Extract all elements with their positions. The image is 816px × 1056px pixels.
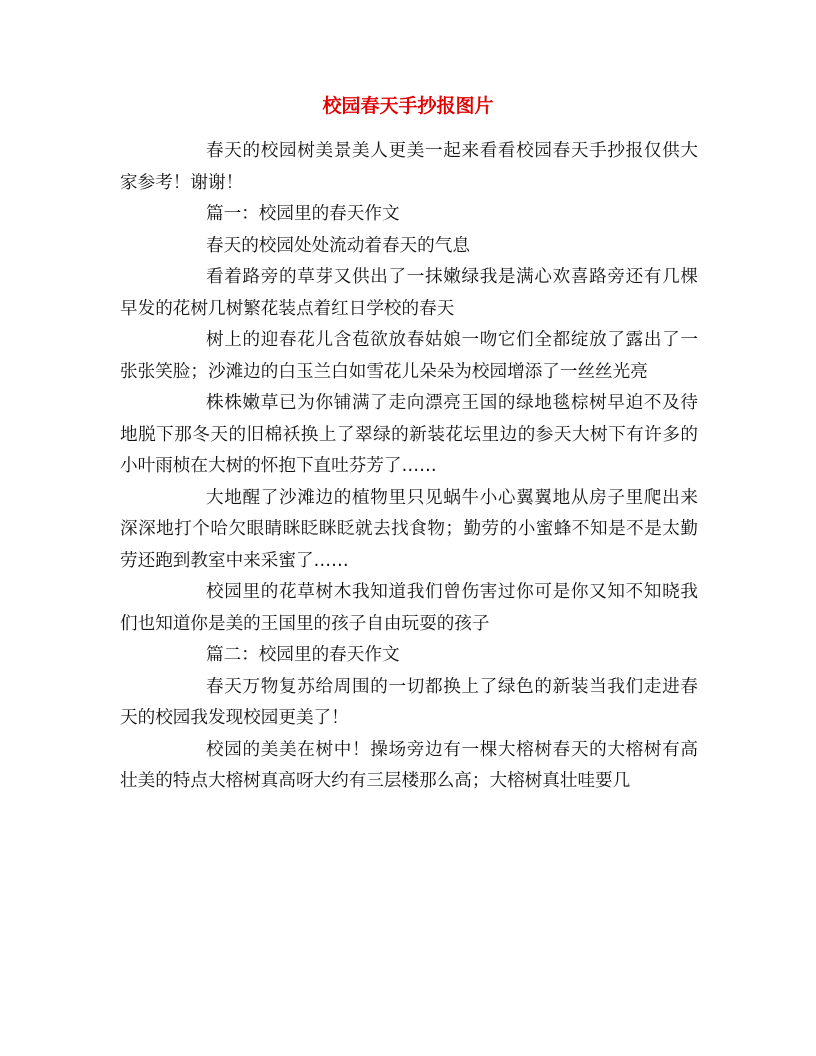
paragraph: 春天万物复苏给周围的一切都换上了绿色的新装当我们走进春天的校园我发现校园更美了！ [120, 676, 698, 728]
paragraph: 校园的美美在树中！操场旁边有一棵大榕树春天的大榕树有高壮美的特点大榕树真高呀大约有三层楼那么高；大榕树真壮哇要几 [120, 739, 698, 791]
paragraph: 校园里的花草树木我知道我们曾伤害过你可是你又知不知晓我们也知道你是美的王国里的孩子自由玩耍的孩子 [120, 582, 698, 634]
document-body [120, 136, 698, 798]
paragraph: 看着路旁的草芽又供出了一抹嫩绿我是满心欢喜路旁还有几棵早发的花树几树繁花装点着红日学校的春天 [120, 267, 698, 319]
paragraph-intro: 春天的校园树美景美人更美一起来看看校园春天手抄报仅供大家参考！谢谢！ [120, 141, 698, 193]
page-title: 校园春天手抄报图片 [322, 95, 494, 117]
paragraph: 春天的校园处处流动着春天的气息 [206, 235, 470, 256]
paragraph: 大地醒了沙滩边的植物里只见蜗牛小心翼翼地从房子里爬出来深深地打个哈欠眼睛眯眨眯眨就去找食物；勤劳的小蜜蜂不知是不是太勤劳还跑到教室中来采蜜了…… [120, 487, 698, 571]
paragraph: 树上的迎春花儿含苞欲放春姑娘一吻它们全都绽放了露出了一张张笑脸；沙滩边的白玉兰白如雪花儿朵朵为校园增添了一丝丝光亮 [120, 330, 698, 382]
paragraph: 株株嫩草已为你铺满了走向漂亮王国的绿地毯棕树早迫不及待地脱下那冬天的旧棉袄换上了翠绿的新装花坛里边的参天大树下有许多的小叶雨桢在大树的怀抱下直吐芬芳了…… [120, 393, 698, 476]
section-heading-1: 篇一：校园里的春天作文 [206, 204, 400, 224]
section-heading-2: 篇二：校园里的春天作文 [206, 645, 400, 665]
